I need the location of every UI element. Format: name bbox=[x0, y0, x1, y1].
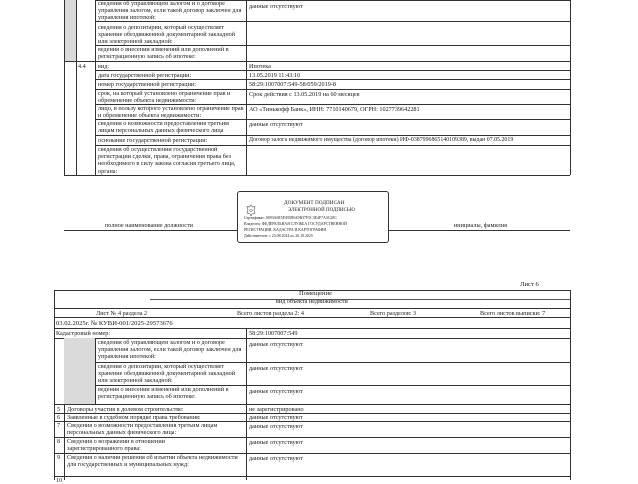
p2-sub-row-3-label: ведения о внесении изменений или дополнений в регистрационную запись об ипотеке: bbox=[98, 386, 229, 401]
p2-sub-row-3-value: данные отсутствуют bbox=[249, 388, 303, 395]
p2-sub-row-2-value: данные отсутствуют bbox=[249, 365, 303, 372]
registration-number-value: 58:29:1007007:549-58/059/2019-8 bbox=[249, 81, 336, 88]
row-6-number: 6 bbox=[57, 414, 61, 421]
registration-date-label: дата государственной регистрации: bbox=[98, 72, 192, 79]
sheet-section: Лист № 4 раздела 2 bbox=[96, 310, 148, 317]
mortgage-kind-label: вид: bbox=[98, 63, 110, 70]
p2-vline-right bbox=[570, 290, 571, 480]
electronic-signature-stamp bbox=[237, 191, 389, 243]
top-vline-e bbox=[570, 0, 571, 175]
row-7-value: данные отсутствуют bbox=[249, 423, 303, 430]
stamp-line-2: Владелец: ФЕДЕРАЛЬНАЯ СЛУЖБА ГОСУДАРСТВЕННОЙ bbox=[244, 222, 347, 226]
object-type-title: Помещение bbox=[299, 290, 333, 297]
registration-basis-value: Договор залога недвижимого имущества (договор ипотеки) ИФ-0387996865140109389, выдан 07.05.2019 bbox=[249, 137, 514, 143]
row-8-number: 8 bbox=[57, 438, 61, 445]
row-7-label: Сведения о возможности предоставления третьим лицам персональных данных физического лица: bbox=[67, 422, 218, 437]
sheet-number: Лист 6 bbox=[520, 281, 539, 288]
p2-grey-stub bbox=[64, 338, 95, 404]
row-5-number: 5 bbox=[57, 406, 61, 413]
position-label: полное наименование должности bbox=[105, 222, 193, 229]
row-10-number: 10 bbox=[56, 477, 63, 484]
row-5-value: не зарегистрировано bbox=[249, 406, 304, 413]
top-grey-stub bbox=[64, 0, 76, 61]
row-9-value: данные отсутствуют bbox=[249, 455, 303, 462]
total-extract-sheets: Всего листов выписки: 7 bbox=[480, 310, 546, 317]
total-sections: Всего разделов: 3 bbox=[370, 310, 417, 317]
row-6-label: Заявленные в судебном порядке права требования: bbox=[67, 414, 201, 421]
name-label: инициалы, фамилия bbox=[454, 222, 507, 229]
beneficiary-value: АО «Тинькофф Банк», ИНН: 7710140679, ОГРН: 1027739642281 bbox=[249, 106, 420, 113]
consent-label: сведения об осуществлении государственной регистрации сделки, права, ограничения права без необходимого в силу закона согласия третьего лица, органа: bbox=[98, 146, 236, 175]
p2-sub-row-1-label: сведения об управляющем залогом и о договоре управления залогом, если такой договор заключен для управления ипотекой: bbox=[98, 339, 242, 361]
row-6-value: данные отсутствуют bbox=[249, 414, 303, 421]
p2-sub-row-2-label: сведения о депозитарии, который осуществляет хранение обездвиженной документарной закладной или электронной закладной: bbox=[98, 363, 236, 385]
p2-sub-row-1-value: данные отсутствуют bbox=[249, 341, 303, 348]
stamp-line-3: РЕГИСТРАЦИИ, КАДАСТРА И КАРТОГРАФИИ bbox=[244, 228, 327, 232]
registration-number-label: номер государственной регистрации: bbox=[98, 81, 196, 88]
p2-vline-left bbox=[54, 290, 55, 480]
row-8-label: Сведения о возражении в отношении зарегистрированного права: bbox=[67, 438, 165, 453]
top-vline-b bbox=[76, 0, 77, 175]
personal-data-label: сведения о возможности предоставления третьим лицам персональных данных физического лица bbox=[98, 120, 229, 135]
term-label: срок, на который установлено ограничение прав и обременение объекта недвижимости: bbox=[98, 90, 231, 105]
top-row-1-label: сведения об управляющем залогом и о договоре управления залогом, если такой договор заключен для управления ипотекой: bbox=[98, 0, 242, 22]
date-and-request-number: 03.02.2025г. № КУВИ-001/2025-29573676 bbox=[56, 320, 173, 327]
top-vline-a bbox=[64, 0, 65, 175]
top-row-1-value: данные отсутствуют bbox=[249, 3, 303, 10]
row-5-label: Договоры участия в долевом строительстве: bbox=[67, 406, 184, 413]
registration-basis-label: основание государственной регистрации: bbox=[98, 137, 208, 144]
registration-date-value: 13.05.2019 11:43:10 bbox=[249, 72, 301, 79]
mortgage-kind-value: Ипотека bbox=[249, 63, 271, 70]
top-vline-d bbox=[246, 0, 247, 175]
object-type-caption: вид объекта недвижимости bbox=[276, 298, 348, 305]
top-item-number: 4.4 bbox=[78, 63, 86, 70]
top-vline-c bbox=[95, 0, 96, 175]
total-section-sheets: Всего листов раздела 2: 4 bbox=[237, 310, 304, 317]
stamp-line-4: Действителен: с 23.08.2024 по 26.10.2025 bbox=[244, 234, 313, 238]
row-8-value: данные отсутствуют bbox=[249, 439, 303, 446]
top-row-2-label: сведения о депозитарии, который осуществляет хранение обездвиженной документарной закладной или электронной закладной: bbox=[98, 24, 236, 46]
stamp-subtitle: ЭЛЕКТРОННОЙ ПОДПИСЬЮ bbox=[288, 208, 355, 213]
cadastral-number-value: 58:29:1007007:549 bbox=[249, 330, 298, 337]
stamp-title: ДОКУМЕНТ ПОДПИСАН bbox=[284, 200, 345, 206]
top-row-3-label: ведения о внесении изменений или дополнений в регистрационную запись об ипотеке: bbox=[98, 46, 229, 61]
term-value: Срок действия с 13.05.2019 на 60 месяцев bbox=[249, 91, 360, 98]
stamp-line-1: Сертификат: 0093A6E5FA9DBA9B37F5C3E4F7A3C28C bbox=[244, 216, 337, 220]
beneficiary-label: лицо, в пользу которого установлено ограничение прав и обременение объекта недвижимости: bbox=[98, 105, 244, 120]
cadastral-number-label: Кадастровый номер: bbox=[56, 330, 111, 337]
personal-data-value: данные отсутствуют bbox=[249, 121, 303, 128]
row-9-number: 9 bbox=[57, 454, 61, 461]
row-7-number: 7 bbox=[57, 422, 61, 429]
row-9-label: Сведения о наличии решения об изъятии объекта недвижимости для государственных и муниципальных нужд: bbox=[67, 454, 238, 469]
